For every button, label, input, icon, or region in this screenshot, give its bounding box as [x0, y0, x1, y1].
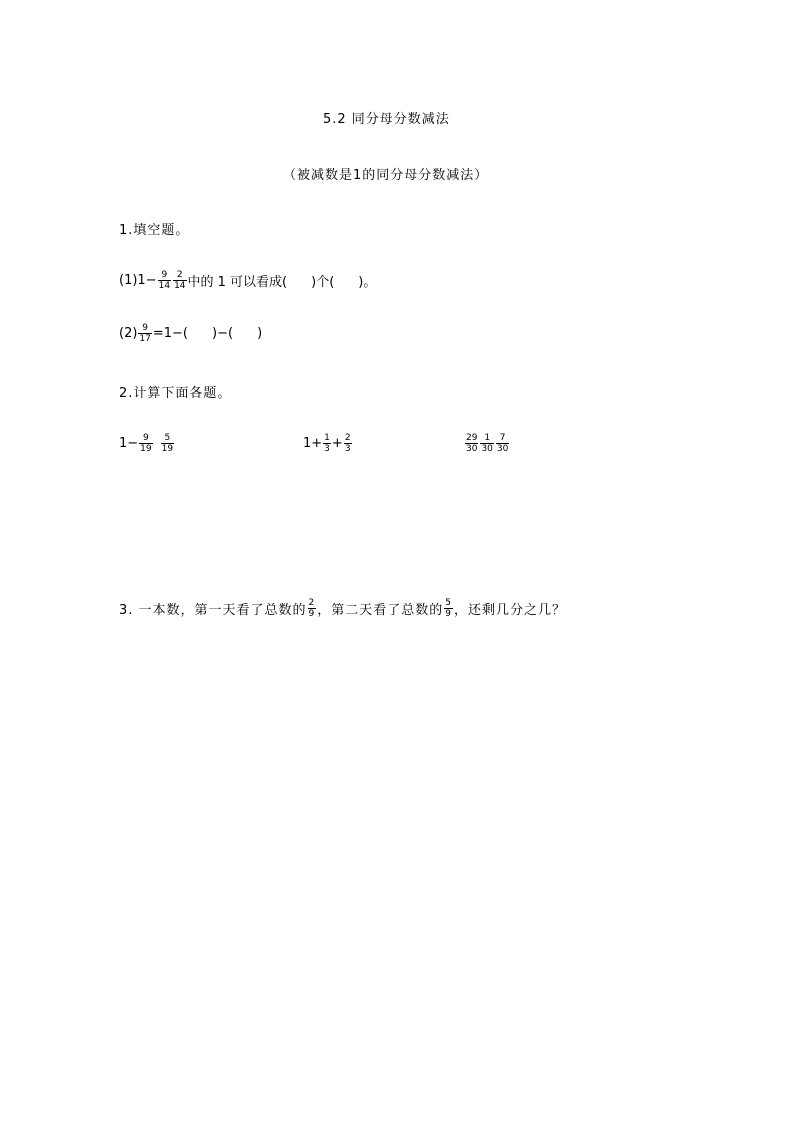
q1-end: )。	[358, 275, 377, 290]
numerator: 2	[344, 433, 351, 443]
denominator: 14	[174, 281, 186, 291]
numerator: 2	[308, 598, 316, 608]
numerator: 1	[324, 433, 330, 443]
denominator: 3	[324, 444, 330, 454]
section1-heading: 1.填空题。	[119, 223, 190, 238]
fraction	[444, 598, 453, 619]
p2-plus: +	[331, 436, 343, 451]
denominator: 30	[496, 444, 509, 454]
q3-suffix: ，还剩几分之几？	[454, 603, 567, 618]
question-1-1	[119, 270, 376, 291]
denominator: 17	[139, 334, 151, 344]
section2-heading: 2.计算下面各题。	[119, 386, 232, 401]
question-1-2	[119, 323, 262, 344]
q1-minus: −	[145, 273, 157, 288]
fraction	[308, 598, 317, 619]
q2-end: )	[257, 326, 263, 341]
numerator: 29	[466, 433, 478, 443]
denominator: 30	[481, 444, 493, 454]
fraction	[161, 433, 174, 454]
fraction	[323, 433, 331, 454]
fraction	[480, 433, 493, 454]
q2-text: =1−(	[152, 326, 189, 341]
problem-2-1	[119, 433, 175, 454]
denominator: 14	[158, 281, 171, 291]
fraction	[496, 433, 509, 454]
problem-2-2	[303, 433, 353, 454]
denominator: 9	[445, 609, 453, 619]
fraction	[139, 433, 152, 454]
fraction	[138, 323, 151, 344]
denominator: 3	[344, 444, 351, 454]
page-subtitle: （被减数是1的同分母分数减法）	[283, 168, 489, 183]
p1-lead: 1−	[119, 436, 139, 451]
page-title: 5.2 同分母分数减法	[323, 112, 450, 127]
numerator: 5	[164, 433, 171, 443]
fraction	[158, 270, 171, 291]
numerator: 2	[176, 270, 183, 280]
fraction	[465, 433, 478, 454]
numerator: 9	[142, 323, 149, 333]
denominator: 19	[140, 444, 152, 454]
q1-label: (1)	[119, 273, 138, 288]
q3-prefix: 3. 一本数，第一天看了总数的	[119, 603, 307, 618]
denominator: 9	[308, 609, 316, 619]
denominator: 19	[161, 444, 174, 454]
q1-lead: 1	[137, 273, 146, 288]
q2-label: (2)	[119, 326, 138, 341]
problem-2-3	[464, 433, 510, 454]
numerator: 1	[484, 433, 491, 443]
numerator: 9	[161, 270, 168, 280]
p2-lead: 1+	[303, 436, 323, 451]
numerator: 9	[143, 433, 149, 443]
fraction	[173, 270, 186, 291]
question-3	[119, 598, 566, 619]
q1-mid: )个(	[311, 275, 335, 290]
numerator: 7	[499, 433, 506, 443]
numerator: 5	[445, 598, 453, 608]
fraction	[344, 433, 352, 454]
denominator: 30	[466, 444, 478, 454]
q2-mid: )−(	[212, 326, 234, 341]
q1-text: 中的 1 可以看成(	[187, 275, 288, 290]
q3-middle: ，第二天看了总数的	[317, 603, 444, 618]
